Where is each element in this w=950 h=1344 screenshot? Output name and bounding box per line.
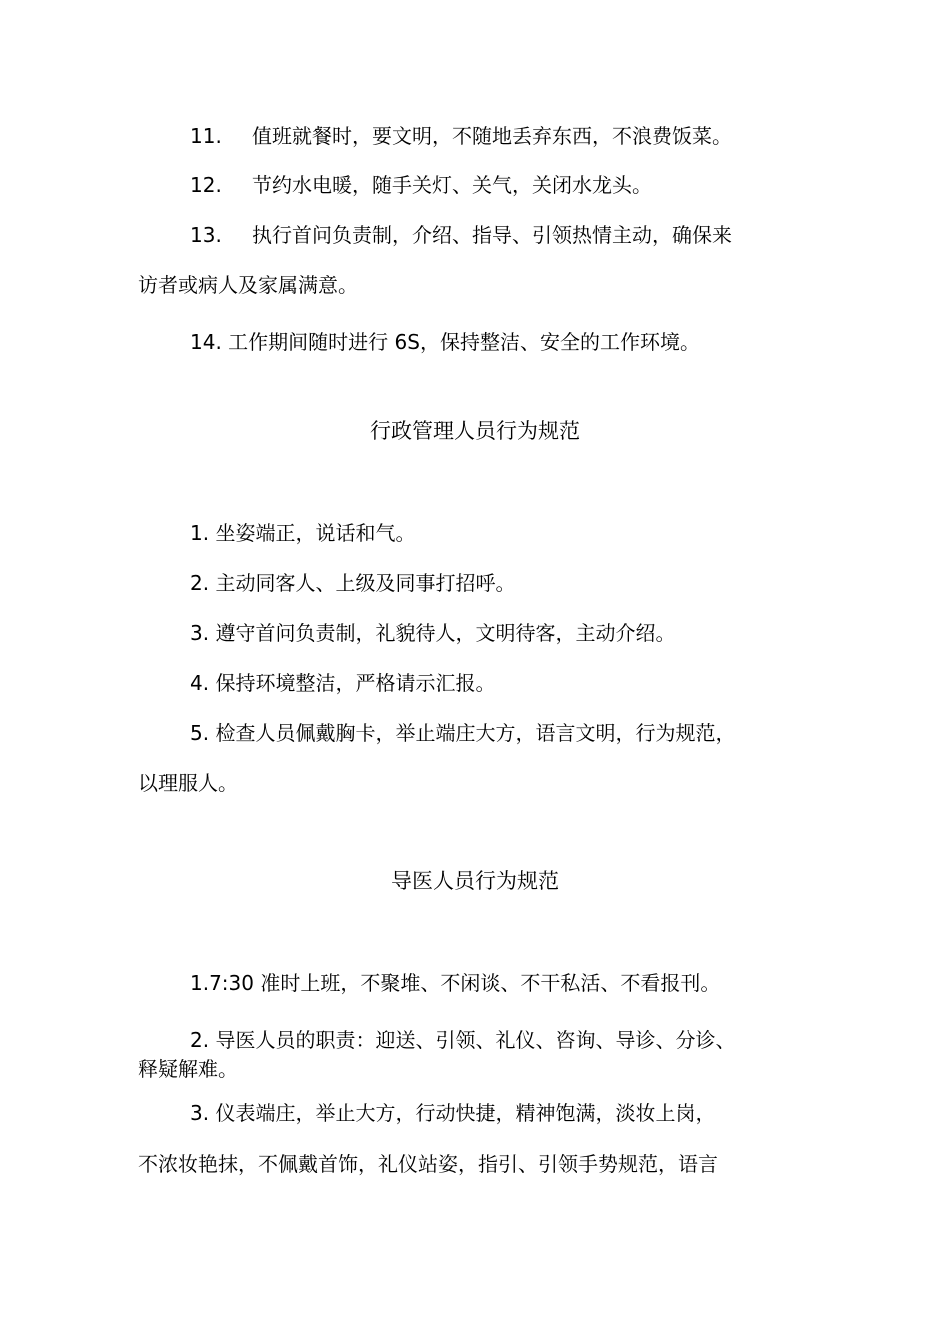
item-text: 值班就餐时，要文明，不随地丢弃东西，不浪费饭菜。	[252, 124, 732, 148]
list-item: 2. 导医人员的职责：迎送、引领、礼仪、咨询、导诊、分诊、	[190, 1028, 736, 1052]
list-item-continuation: 以理服人。	[138, 771, 238, 795]
section-title-guide: 导医人员行为规范	[391, 869, 559, 893]
list-item: 2. 主动同客人、上级及同事打招呼。	[190, 571, 516, 595]
list-item: 4. 保持环境整洁，严格请示汇报。	[190, 671, 496, 695]
list-item-continuation: 不浓妆艳抹，不佩戴首饰，礼仪站姿，指引、引领手势规范，语言	[138, 1152, 718, 1176]
list-item-13-continuation: 访者或病人及家属满意。	[138, 273, 358, 297]
list-item-continuation: 释疑解难。	[138, 1057, 238, 1081]
item-text: 节约水电暖，随手关灯、关气，关闭水龙头。	[252, 173, 652, 197]
list-item-12	[190, 173, 652, 197]
item-number: 13.	[190, 223, 222, 247]
list-item: 1.7:30 准时上班，不聚堆、不闲谈、不干私活、不看报刊。	[190, 971, 721, 995]
item-text: 执行首问负责制，介绍、指导、引领热情主动，确保来	[252, 223, 732, 247]
list-item: 3. 遵守首问负责制，礼貌待人，文明待客，主动介绍。	[190, 621, 676, 645]
item-number: 11.	[190, 124, 222, 148]
item-number: 12.	[190, 173, 222, 197]
list-item-13	[190, 223, 732, 247]
list-item: 5. 检查人员佩戴胸卡，举止端庄大方，语言文明，行为规范，	[190, 721, 736, 745]
list-item: 3. 仪表端庄，举止大方，行动快捷，精神饱满，淡妆上岗，	[190, 1101, 716, 1125]
list-item: 1. 坐姿端正，说话和气。	[190, 521, 416, 545]
list-item-11	[190, 124, 732, 148]
list-item-14: 14. 工作期间随时进行 6S，保持整洁、安全的工作环境。	[190, 330, 700, 354]
section-title-admin: 行政管理人员行为规范	[370, 419, 580, 443]
